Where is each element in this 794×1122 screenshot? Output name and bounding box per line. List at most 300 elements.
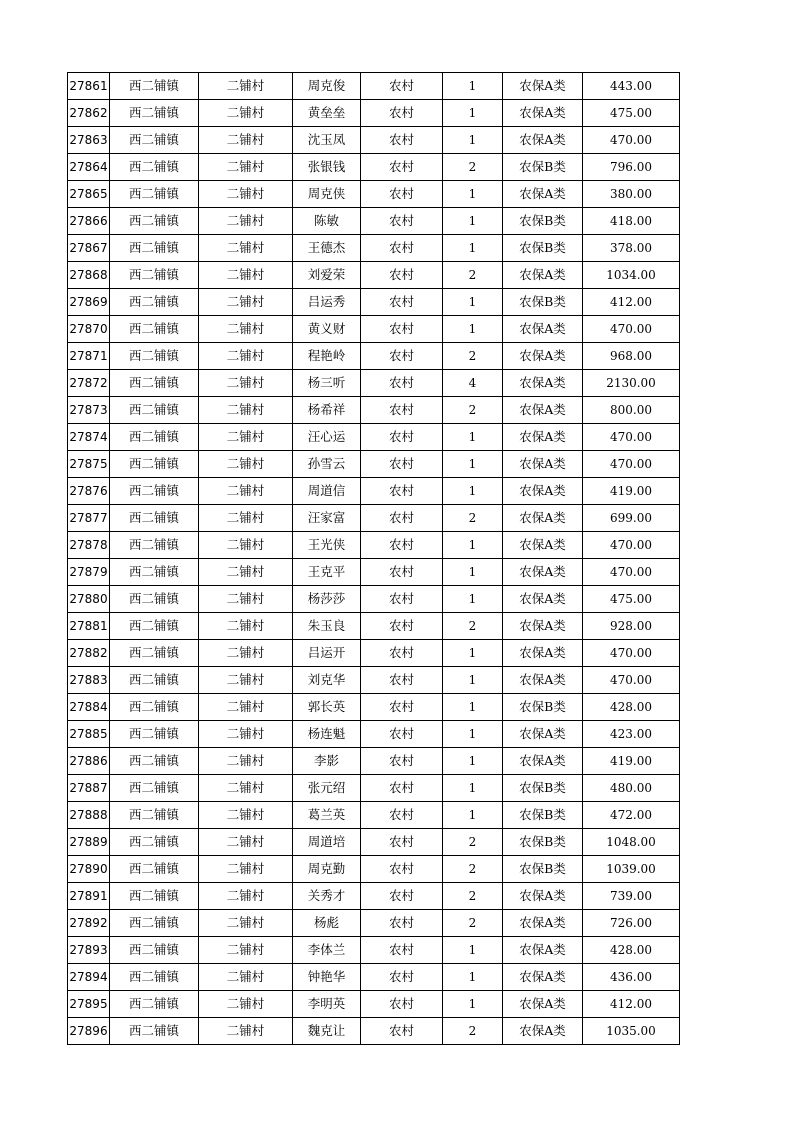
household-count-cell: 2 (443, 505, 503, 532)
area-type-cell: 农村 (361, 964, 443, 991)
town-cell: 西二铺镇 (110, 802, 199, 829)
record-id-cell: 27889 (68, 829, 110, 856)
town-cell: 西二铺镇 (110, 424, 199, 451)
category-cell: 农保B类 (503, 802, 583, 829)
household-count-cell: 1 (443, 748, 503, 775)
village-cell: 二铺村 (199, 343, 293, 370)
town-cell: 西二铺镇 (110, 181, 199, 208)
ledger-body (68, 73, 680, 1045)
town-cell: 西二铺镇 (110, 316, 199, 343)
record-id-cell: 27869 (68, 289, 110, 316)
table-row (68, 559, 680, 586)
name-cell: 黄垒垒 (293, 100, 361, 127)
area-type-cell: 农村 (361, 154, 443, 181)
household-count-cell: 1 (443, 694, 503, 721)
category-cell: 农保A类 (503, 370, 583, 397)
record-id-cell: 27866 (68, 208, 110, 235)
town-cell: 西二铺镇 (110, 532, 199, 559)
name-cell: 周克俊 (293, 73, 361, 100)
amount-cell: 480.00 (583, 775, 680, 802)
town-cell: 西二铺镇 (110, 883, 199, 910)
town-cell: 西二铺镇 (110, 613, 199, 640)
area-type-cell: 农村 (361, 370, 443, 397)
area-type-cell: 农村 (361, 451, 443, 478)
category-cell: 农保B类 (503, 235, 583, 262)
table-row (68, 505, 680, 532)
town-cell: 西二铺镇 (110, 721, 199, 748)
town-cell: 西二铺镇 (110, 289, 199, 316)
table-row (68, 451, 680, 478)
village-cell: 二铺村 (199, 775, 293, 802)
town-cell: 西二铺镇 (110, 829, 199, 856)
name-cell: 朱玉良 (293, 613, 361, 640)
area-type-cell: 农村 (361, 316, 443, 343)
village-cell: 二铺村 (199, 856, 293, 883)
category-cell: 农保A类 (503, 748, 583, 775)
area-type-cell: 农村 (361, 1018, 443, 1045)
record-id-cell: 27874 (68, 424, 110, 451)
town-cell: 西二铺镇 (110, 1018, 199, 1045)
table-row (68, 343, 680, 370)
household-count-cell: 2 (443, 1018, 503, 1045)
town-cell: 西二铺镇 (110, 397, 199, 424)
amount-cell: 470.00 (583, 316, 680, 343)
village-cell: 二铺村 (199, 181, 293, 208)
record-id-cell: 27881 (68, 613, 110, 640)
household-count-cell: 1 (443, 721, 503, 748)
table-row (68, 289, 680, 316)
area-type-cell: 农村 (361, 127, 443, 154)
village-cell: 二铺村 (199, 640, 293, 667)
record-id-cell: 27862 (68, 100, 110, 127)
area-type-cell: 农村 (361, 667, 443, 694)
name-cell: 王克平 (293, 559, 361, 586)
record-id-cell: 27893 (68, 937, 110, 964)
table-row (68, 316, 680, 343)
name-cell: 程艳岭 (293, 343, 361, 370)
name-cell: 吕运秀 (293, 289, 361, 316)
record-id-cell: 27882 (68, 640, 110, 667)
amount-cell: 968.00 (583, 343, 680, 370)
category-cell: 农保A类 (503, 127, 583, 154)
area-type-cell: 农村 (361, 937, 443, 964)
amount-cell: 470.00 (583, 640, 680, 667)
household-count-cell: 1 (443, 73, 503, 100)
village-cell: 二铺村 (199, 559, 293, 586)
record-id-cell: 27890 (68, 856, 110, 883)
village-cell: 二铺村 (199, 613, 293, 640)
town-cell: 西二铺镇 (110, 370, 199, 397)
amount-cell: 418.00 (583, 208, 680, 235)
village-cell: 二铺村 (199, 316, 293, 343)
record-id-cell: 27873 (68, 397, 110, 424)
household-count-cell: 1 (443, 478, 503, 505)
category-cell: 农保B类 (503, 775, 583, 802)
town-cell: 西二铺镇 (110, 559, 199, 586)
area-type-cell: 农村 (361, 910, 443, 937)
town-cell: 西二铺镇 (110, 127, 199, 154)
name-cell: 杨希祥 (293, 397, 361, 424)
category-cell: 农保A类 (503, 910, 583, 937)
amount-cell: 378.00 (583, 235, 680, 262)
area-type-cell: 农村 (361, 775, 443, 802)
record-id-cell: 27877 (68, 505, 110, 532)
village-cell: 二铺村 (199, 127, 293, 154)
household-count-cell: 2 (443, 154, 503, 181)
town-cell: 西二铺镇 (110, 73, 199, 100)
name-cell: 孙雪云 (293, 451, 361, 478)
area-type-cell: 农村 (361, 424, 443, 451)
area-type-cell: 农村 (361, 883, 443, 910)
village-cell: 二铺村 (199, 802, 293, 829)
category-cell: 农保A类 (503, 316, 583, 343)
name-cell: 周道培 (293, 829, 361, 856)
village-cell: 二铺村 (199, 397, 293, 424)
name-cell: 陈敏 (293, 208, 361, 235)
record-id-cell: 27864 (68, 154, 110, 181)
area-type-cell: 农村 (361, 343, 443, 370)
village-cell: 二铺村 (199, 505, 293, 532)
amount-cell: 699.00 (583, 505, 680, 532)
table-row (68, 667, 680, 694)
table-row (68, 586, 680, 613)
town-cell: 西二铺镇 (110, 451, 199, 478)
household-count-cell: 1 (443, 775, 503, 802)
record-id-cell: 27896 (68, 1018, 110, 1045)
table-row (68, 424, 680, 451)
record-id-cell: 27875 (68, 451, 110, 478)
village-cell: 二铺村 (199, 451, 293, 478)
village-cell: 二铺村 (199, 721, 293, 748)
category-cell: 农保A类 (503, 1018, 583, 1045)
record-id-cell: 27865 (68, 181, 110, 208)
category-cell: 农保A类 (503, 586, 583, 613)
record-id-cell: 27886 (68, 748, 110, 775)
amount-cell: 412.00 (583, 991, 680, 1018)
amount-cell: 443.00 (583, 73, 680, 100)
record-id-cell: 27888 (68, 802, 110, 829)
record-id-cell: 27878 (68, 532, 110, 559)
amount-cell: 470.00 (583, 424, 680, 451)
table-row (68, 613, 680, 640)
table-row (68, 127, 680, 154)
category-cell: 农保A类 (503, 613, 583, 640)
area-type-cell: 农村 (361, 208, 443, 235)
town-cell: 西二铺镇 (110, 100, 199, 127)
amount-cell: 1034.00 (583, 262, 680, 289)
record-id-cell: 27876 (68, 478, 110, 505)
village-cell: 二铺村 (199, 667, 293, 694)
name-cell: 魏克让 (293, 1018, 361, 1045)
name-cell: 葛兰英 (293, 802, 361, 829)
table-row (68, 829, 680, 856)
record-id-cell: 27883 (68, 667, 110, 694)
town-cell: 西二铺镇 (110, 640, 199, 667)
village-cell: 二铺村 (199, 910, 293, 937)
category-cell: 农保A类 (503, 721, 583, 748)
category-cell: 农保B类 (503, 856, 583, 883)
record-id-cell: 27863 (68, 127, 110, 154)
amount-cell: 470.00 (583, 532, 680, 559)
record-id-cell: 27871 (68, 343, 110, 370)
village-cell: 二铺村 (199, 73, 293, 100)
household-count-cell: 1 (443, 127, 503, 154)
name-cell: 关秀才 (293, 883, 361, 910)
amount-cell: 470.00 (583, 451, 680, 478)
table-row (68, 262, 680, 289)
village-cell: 二铺村 (199, 991, 293, 1018)
record-id-cell: 27867 (68, 235, 110, 262)
household-count-cell: 2 (443, 910, 503, 937)
table-row (68, 397, 680, 424)
village-cell: 二铺村 (199, 208, 293, 235)
area-type-cell: 农村 (361, 640, 443, 667)
table-row (68, 73, 680, 100)
village-cell: 二铺村 (199, 1018, 293, 1045)
table-row (68, 100, 680, 127)
amount-cell: 800.00 (583, 397, 680, 424)
household-count-cell: 1 (443, 964, 503, 991)
village-cell: 二铺村 (199, 694, 293, 721)
table-row (68, 181, 680, 208)
household-count-cell: 4 (443, 370, 503, 397)
name-cell: 汪心运 (293, 424, 361, 451)
amount-cell: 796.00 (583, 154, 680, 181)
town-cell: 西二铺镇 (110, 964, 199, 991)
category-cell: 农保B类 (503, 829, 583, 856)
village-cell: 二铺村 (199, 262, 293, 289)
record-id-cell: 27895 (68, 991, 110, 1018)
name-cell: 周克侠 (293, 181, 361, 208)
name-cell: 王光侠 (293, 532, 361, 559)
record-id-cell: 27885 (68, 721, 110, 748)
table-row (68, 910, 680, 937)
area-type-cell: 农村 (361, 100, 443, 127)
town-cell: 西二铺镇 (110, 505, 199, 532)
area-type-cell: 农村 (361, 478, 443, 505)
table-row (68, 883, 680, 910)
amount-cell: 1048.00 (583, 829, 680, 856)
amount-cell: 470.00 (583, 127, 680, 154)
table-row (68, 856, 680, 883)
town-cell: 西二铺镇 (110, 586, 199, 613)
category-cell: 农保A类 (503, 478, 583, 505)
town-cell: 西二铺镇 (110, 910, 199, 937)
table-row (68, 154, 680, 181)
amount-cell: 726.00 (583, 910, 680, 937)
table-row (68, 964, 680, 991)
category-cell: 农保A类 (503, 667, 583, 694)
town-cell: 西二铺镇 (110, 262, 199, 289)
name-cell: 黄义财 (293, 316, 361, 343)
area-type-cell: 农村 (361, 991, 443, 1018)
area-type-cell: 农村 (361, 586, 443, 613)
village-cell: 二铺村 (199, 370, 293, 397)
area-type-cell: 农村 (361, 748, 443, 775)
record-id-cell: 27868 (68, 262, 110, 289)
area-type-cell: 农村 (361, 721, 443, 748)
record-id-cell: 27884 (68, 694, 110, 721)
amount-cell: 1035.00 (583, 1018, 680, 1045)
category-cell: 农保A类 (503, 991, 583, 1018)
record-id-cell: 27891 (68, 883, 110, 910)
town-cell: 西二铺镇 (110, 856, 199, 883)
table-row (68, 721, 680, 748)
town-cell: 西二铺镇 (110, 343, 199, 370)
town-cell: 西二铺镇 (110, 694, 199, 721)
village-cell: 二铺村 (199, 586, 293, 613)
household-count-cell: 1 (443, 208, 503, 235)
household-count-cell: 1 (443, 532, 503, 559)
amount-cell: 419.00 (583, 748, 680, 775)
area-type-cell: 农村 (361, 613, 443, 640)
amount-cell: 1039.00 (583, 856, 680, 883)
village-cell: 二铺村 (199, 883, 293, 910)
town-cell: 西二铺镇 (110, 991, 199, 1018)
name-cell: 吕运开 (293, 640, 361, 667)
category-cell: 农保A类 (503, 424, 583, 451)
area-type-cell: 农村 (361, 505, 443, 532)
village-cell: 二铺村 (199, 937, 293, 964)
category-cell: 农保A类 (503, 451, 583, 478)
name-cell: 杨彪 (293, 910, 361, 937)
name-cell: 李明英 (293, 991, 361, 1018)
table-row (68, 478, 680, 505)
town-cell: 西二铺镇 (110, 478, 199, 505)
category-cell: 农保A类 (503, 937, 583, 964)
household-count-cell: 1 (443, 991, 503, 1018)
town-cell: 西二铺镇 (110, 235, 199, 262)
name-cell: 李影 (293, 748, 361, 775)
household-count-cell: 1 (443, 937, 503, 964)
household-count-cell: 1 (443, 424, 503, 451)
village-cell: 二铺村 (199, 478, 293, 505)
amount-cell: 412.00 (583, 289, 680, 316)
household-count-cell: 2 (443, 262, 503, 289)
category-cell: 农保A类 (503, 640, 583, 667)
table-row (68, 991, 680, 1018)
amount-cell: 380.00 (583, 181, 680, 208)
household-count-cell: 1 (443, 289, 503, 316)
category-cell: 农保B类 (503, 289, 583, 316)
record-id-cell: 27879 (68, 559, 110, 586)
household-count-cell: 1 (443, 586, 503, 613)
table-row (68, 775, 680, 802)
village-cell: 二铺村 (199, 424, 293, 451)
record-id-cell: 27892 (68, 910, 110, 937)
table-row (68, 694, 680, 721)
household-count-cell: 2 (443, 856, 503, 883)
amount-cell: 475.00 (583, 100, 680, 127)
category-cell: 农保A类 (503, 559, 583, 586)
category-cell: 农保A类 (503, 505, 583, 532)
village-cell: 二铺村 (199, 289, 293, 316)
name-cell: 钟艳华 (293, 964, 361, 991)
category-cell: 农保A类 (503, 343, 583, 370)
name-cell: 刘克华 (293, 667, 361, 694)
record-id-cell: 27870 (68, 316, 110, 343)
household-count-cell: 2 (443, 397, 503, 424)
amount-cell: 739.00 (583, 883, 680, 910)
table-row (68, 208, 680, 235)
area-type-cell: 农村 (361, 235, 443, 262)
village-cell: 二铺村 (199, 964, 293, 991)
household-count-cell: 1 (443, 316, 503, 343)
village-cell: 二铺村 (199, 235, 293, 262)
household-count-cell: 2 (443, 883, 503, 910)
table-row (68, 1018, 680, 1045)
name-cell: 杨莎莎 (293, 586, 361, 613)
town-cell: 西二铺镇 (110, 667, 199, 694)
table-row (68, 235, 680, 262)
village-cell: 二铺村 (199, 829, 293, 856)
household-count-cell: 1 (443, 100, 503, 127)
area-type-cell: 农村 (361, 262, 443, 289)
category-cell: 农保A类 (503, 397, 583, 424)
area-type-cell: 农村 (361, 802, 443, 829)
record-id-cell: 27894 (68, 964, 110, 991)
area-type-cell: 农村 (361, 559, 443, 586)
town-cell: 西二铺镇 (110, 208, 199, 235)
table-row (68, 532, 680, 559)
amount-cell: 928.00 (583, 613, 680, 640)
village-cell: 二铺村 (199, 532, 293, 559)
benefit-ledger-table (67, 72, 680, 1045)
category-cell: 农保A类 (503, 100, 583, 127)
village-cell: 二铺村 (199, 100, 293, 127)
name-cell: 郭长英 (293, 694, 361, 721)
amount-cell: 436.00 (583, 964, 680, 991)
amount-cell: 470.00 (583, 559, 680, 586)
household-count-cell: 2 (443, 829, 503, 856)
table-row (68, 640, 680, 667)
record-id-cell: 27861 (68, 73, 110, 100)
name-cell: 杨三听 (293, 370, 361, 397)
table-row (68, 370, 680, 397)
name-cell: 周克勤 (293, 856, 361, 883)
amount-cell: 428.00 (583, 937, 680, 964)
category-cell: 农保B类 (503, 154, 583, 181)
category-cell: 农保A类 (503, 73, 583, 100)
category-cell: 农保B类 (503, 694, 583, 721)
household-count-cell: 1 (443, 451, 503, 478)
village-cell: 二铺村 (199, 748, 293, 775)
record-id-cell: 27880 (68, 586, 110, 613)
category-cell: 农保A类 (503, 532, 583, 559)
record-id-cell: 27872 (68, 370, 110, 397)
household-count-cell: 1 (443, 559, 503, 586)
category-cell: 农保B类 (503, 208, 583, 235)
name-cell: 王德杰 (293, 235, 361, 262)
household-count-cell: 1 (443, 802, 503, 829)
amount-cell: 470.00 (583, 667, 680, 694)
amount-cell: 472.00 (583, 802, 680, 829)
amount-cell: 2130.00 (583, 370, 680, 397)
household-count-cell: 2 (443, 613, 503, 640)
household-count-cell: 1 (443, 235, 503, 262)
area-type-cell: 农村 (361, 289, 443, 316)
town-cell: 西二铺镇 (110, 748, 199, 775)
category-cell: 农保A类 (503, 262, 583, 289)
area-type-cell: 农村 (361, 73, 443, 100)
area-type-cell: 农村 (361, 397, 443, 424)
amount-cell: 475.00 (583, 586, 680, 613)
record-id-cell: 27887 (68, 775, 110, 802)
household-count-cell: 1 (443, 181, 503, 208)
category-cell: 农保A类 (503, 883, 583, 910)
town-cell: 西二铺镇 (110, 154, 199, 181)
household-count-cell: 1 (443, 640, 503, 667)
